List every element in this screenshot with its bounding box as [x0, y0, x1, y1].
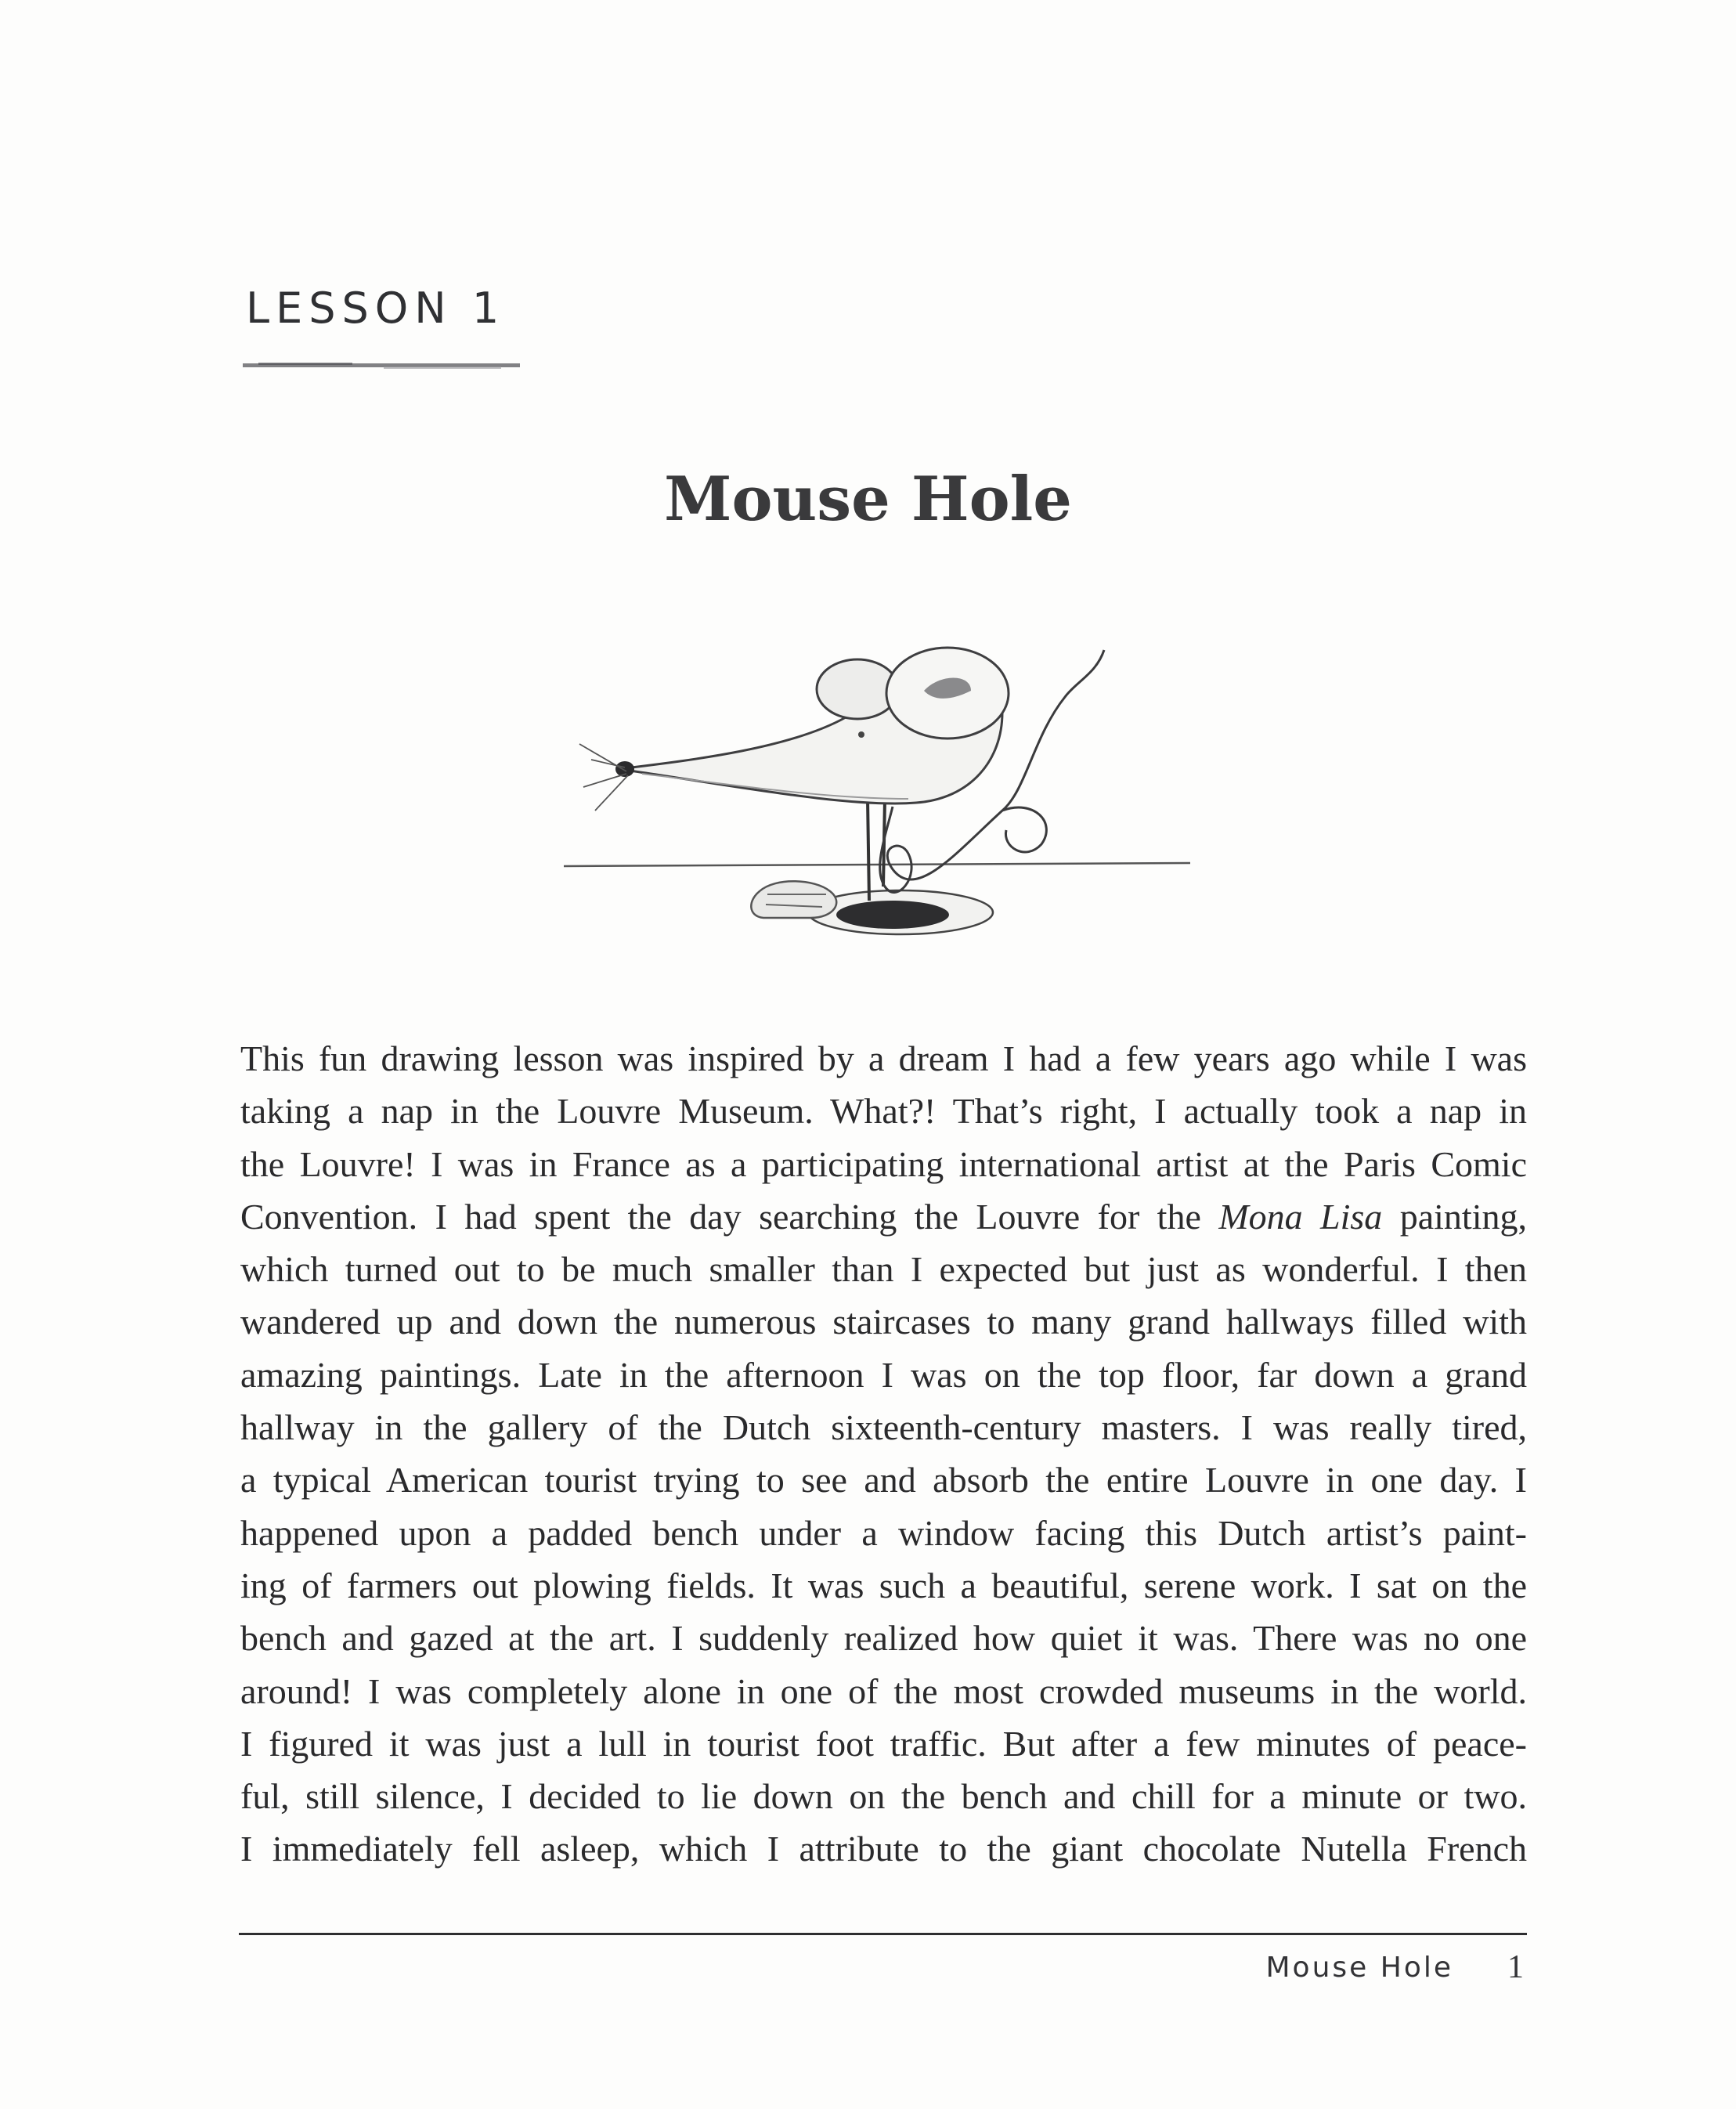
page-number: 1 — [1507, 1949, 1524, 1985]
body-line: bench and gazed at the art. I suddenly realized how quiet it was. There was no one — [240, 1618, 1527, 1659]
body-line: This fun drawing lesson was inspired by a dream I had a few years ago while I was — [240, 1038, 1527, 1078]
body-line: a typical American tourist trying to see and absorb the entire Louvre in one day. I — [240, 1460, 1527, 1500]
body-line: amazing paintings. Late in the afternoon I was on the top floor, far down a grand — [240, 1354, 1527, 1395]
body-line: taking a nap in the Louvre Museum. What?! That’s right, I actually took a nap in — [240, 1091, 1527, 1132]
body-line: wandered up and down the numerous staircases to many grand hallways filled with — [240, 1302, 1527, 1342]
body-paragraph — [240, 1032, 1527, 1876]
running-footer-title: Mouse Hole — [1265, 1952, 1453, 1984]
body-line: around! I was completely alone in one of the most crowded museums in the world. — [240, 1670, 1527, 1711]
body-line-with-italic — [240, 1190, 1527, 1243]
body-line: the Louvre! I was in France as a participating international artist at the Paris Comic — [240, 1143, 1527, 1184]
body-line: which turned out to be much smaller than I expected but just as wonderful. I then — [240, 1249, 1527, 1290]
mouse-illustration — [564, 642, 1206, 971]
body-line: ing of farmers out plowing fields. It was such a beautiful, serene work. I sat on the — [240, 1565, 1527, 1605]
body-line: happened upon a padded bench under a window facing this Dutch artist’s paint- — [240, 1512, 1527, 1553]
lesson-label: LESSON 1 — [246, 283, 506, 333]
body-line-prefix: Convention. I had spent the day searching the Louvre for the — [240, 1196, 1219, 1237]
body-line: ful, still silence, I decided to lie down on the bench and chill for a minute or two. — [240, 1776, 1527, 1817]
body-line: hallway in the gallery of the Dutch sixteenth-century masters. I was really tired, — [240, 1407, 1527, 1448]
body-line-suffix: painting, — [1382, 1196, 1527, 1237]
footer-rule — [239, 1933, 1527, 1935]
artwork-title: Mona Lisa — [1218, 1196, 1383, 1237]
chapter-title: Mouse Hole — [664, 464, 1072, 535]
lesson-underline — [243, 362, 520, 370]
body-line: I figured it was just a lull in tourist foot traffic. But after a few minutes of peace- — [240, 1723, 1527, 1764]
body-line: I immediately fell asleep, which I attribute to the giant chocolate Nutella French — [240, 1829, 1527, 1869]
